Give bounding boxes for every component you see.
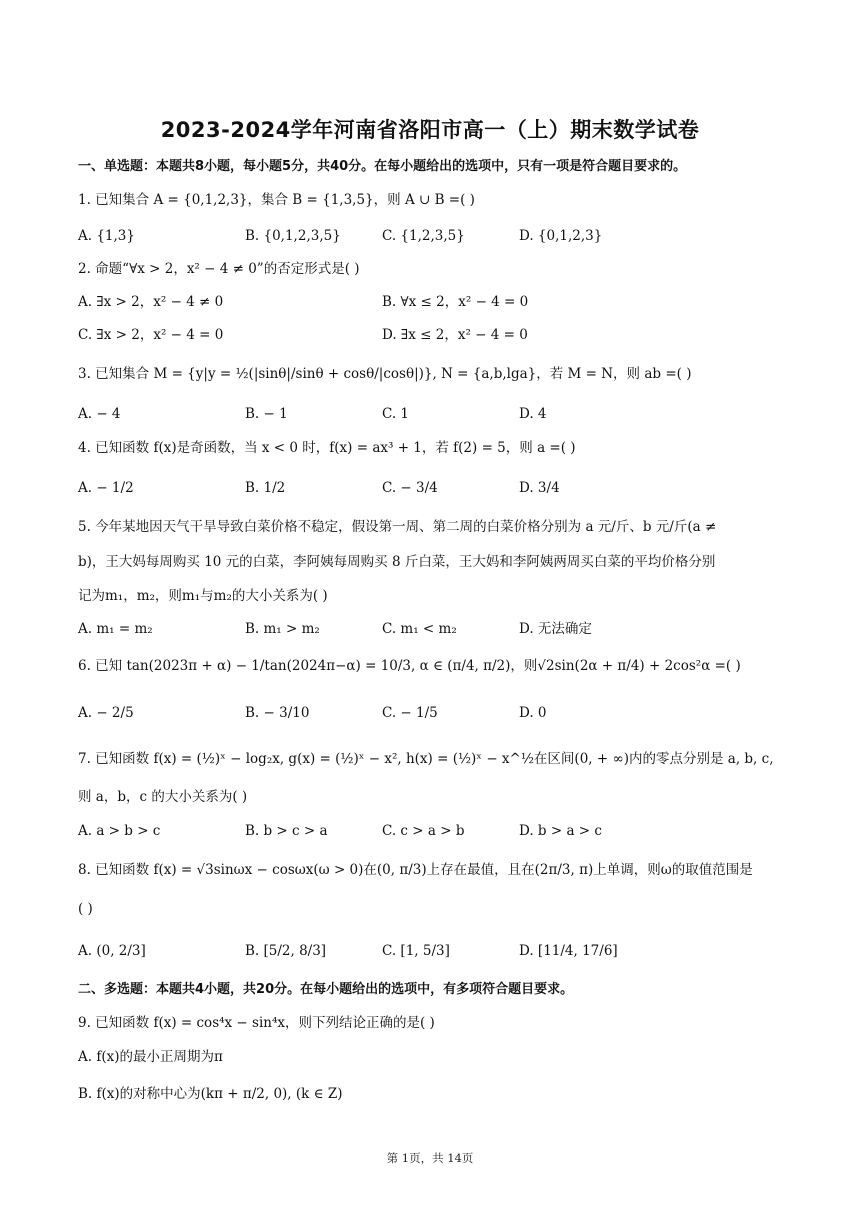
question-3-stem: 3. 已知集合 M = {y|y = ½(|sinθ|/sinθ + cosθ/|cosθ|)}, N = {a,b,lga}，若 M = N，则 ab =( ) <box>78 366 692 382</box>
question-3-option-b: B. − 1 <box>245 406 288 422</box>
question-2-stem: 2. 命题“∀x > 2，x² − 4 ≠ 0”的否定形式是( ) <box>78 261 360 277</box>
question-5-stem-line-3: 记为m₁，m₂，则m₁与m₂的大小关系为( ) <box>78 588 328 604</box>
question-5-option-a: A. m₁ = m₂ <box>78 621 153 637</box>
question-6-option-c: C. − 1/5 <box>382 705 438 721</box>
question-2-option-a: A. ∃x > 2，x² − 4 ≠ 0 <box>78 294 224 310</box>
question-5-option-b: B. m₁ > m₂ <box>245 621 320 637</box>
question-9-option-a: A. f(x)的最小正周期为π <box>78 1049 223 1065</box>
question-1-option-c: C. {1,2,3,5} <box>382 228 465 244</box>
question-4-option-d: D. 3/4 <box>519 480 560 496</box>
question-7-stem-line-1: 7. 已知函数 f(x) = (½)ˣ − log₂x, g(x) = (½)ˣ − x², h(x) = (½)ˣ − x^½在区间(0, + ∞)内的零点分别是 a, b, c, <box>78 751 774 767</box>
question-7-option-c: C. c > a > b <box>382 823 465 839</box>
question-4-stem: 4. 已知函数 f(x)是奇函数，当 x < 0 时，f(x) = ax³ + 1，若 f(2) = 5，则 a =( ) <box>78 440 576 456</box>
question-5-option-d: D. 无法确定 <box>519 621 592 637</box>
question-6-option-b: B. − 3/10 <box>245 705 310 721</box>
question-7-option-d: D. b > a > c <box>519 823 602 839</box>
question-5-stem-line-1: 5. 今年某地因天气干旱导致白菜价格不稳定，假设第一周、第二周的白菜价格分别为 a 元/斤、b 元/斤(a ≠ <box>78 519 717 535</box>
question-6-stem: 6. 已知 tan(2023π + α) − 1/tan(2024π−α) = 10/3, α ∈ (π/4, π/2)，则√2sin(2α + π/4) + 2cos²α =( ) <box>78 658 741 674</box>
question-5-stem-line-2: b)，王大妈每周购买 10 元的白菜，李阿姨每周购买 8 斤白菜，王大妈和李阿姨两周买白菜的平均价格分别 <box>78 554 716 570</box>
question-3-option-c: C. 1 <box>382 406 410 422</box>
page-footer: 第 1页，共 14页 <box>386 1151 474 1165</box>
question-7-option-b: B. b > c > a <box>245 823 328 839</box>
question-7-stem-line-2: 则 a，b，c 的大小关系为( ) <box>78 789 248 805</box>
question-4-option-a: A. − 1/2 <box>78 480 134 496</box>
question-8-option-c: C. [1, 5/3] <box>382 943 450 959</box>
question-8-option-b: B. [5/2, 8/3] <box>245 943 327 959</box>
question-1-option-a: A. {1,3} <box>78 228 135 244</box>
question-8-option-a: A. (0, 2/3] <box>78 943 146 959</box>
question-2-option-b: B. ∀x ≤ 2，x² − 4 = 0 <box>382 294 529 310</box>
question-3-option-d: D. 4 <box>519 406 547 422</box>
question-6-option-d: D. 0 <box>519 705 547 721</box>
question-8-option-d: D. [11/4, 17/6] <box>519 943 618 959</box>
section-heading-multiple-choice: 二、多选题：本题共4小题，共20分。在每小题给出的选项中，有多项符合题目要求。 <box>78 982 574 997</box>
question-7-option-a: A. a > b > c <box>78 823 161 839</box>
section-heading-single-choice: 一、单选题：本题共8小题，每小题5分，共40分。在每小题给出的选项中，只有一项是符合题目要求的。 <box>78 159 687 174</box>
question-2-option-d: D. ∃x ≤ 2，x² − 4 = 0 <box>382 327 528 343</box>
question-5-option-c: C. m₁ < m₂ <box>382 621 457 637</box>
question-4-option-c: C. − 3/4 <box>382 480 438 496</box>
question-9-option-b: B. f(x)的对称中心为(kπ + π/2, 0), (k ∈ Z) <box>78 1086 343 1102</box>
question-3-option-a: A. − 4 <box>78 406 121 422</box>
question-4-option-b: B. 1/2 <box>245 480 286 496</box>
question-1-option-d: D. {0,1,2,3} <box>519 228 603 244</box>
question-2-option-c: C. ∃x > 2，x² − 4 = 0 <box>78 327 224 343</box>
question-1-stem: 1. 已知集合 A = {0,1,2,3}，集合 B = {1,3,5}，则 A ∪ B =( ) <box>78 192 475 208</box>
page-title: 2023-2024学年河南省洛阳市高一（上）期末数学试卷 <box>160 118 700 142</box>
question-8-stem-line-2: ( ) <box>78 901 93 917</box>
question-9-stem: 9. 已知函数 f(x) = cos⁴x − sin⁴x，则下列结论正确的是( ) <box>78 1015 435 1031</box>
question-6-option-a: A. − 2/5 <box>78 705 134 721</box>
question-8-stem-line-1: 8. 已知函数 f(x) = √3sinωx − cosωx(ω > 0)在(0, π/3)上存在最值，且在(2π/3, π)上单调，则ω的取值范围是 <box>78 862 753 878</box>
question-1-option-b: B. {0,1,2,3,5} <box>245 228 341 244</box>
